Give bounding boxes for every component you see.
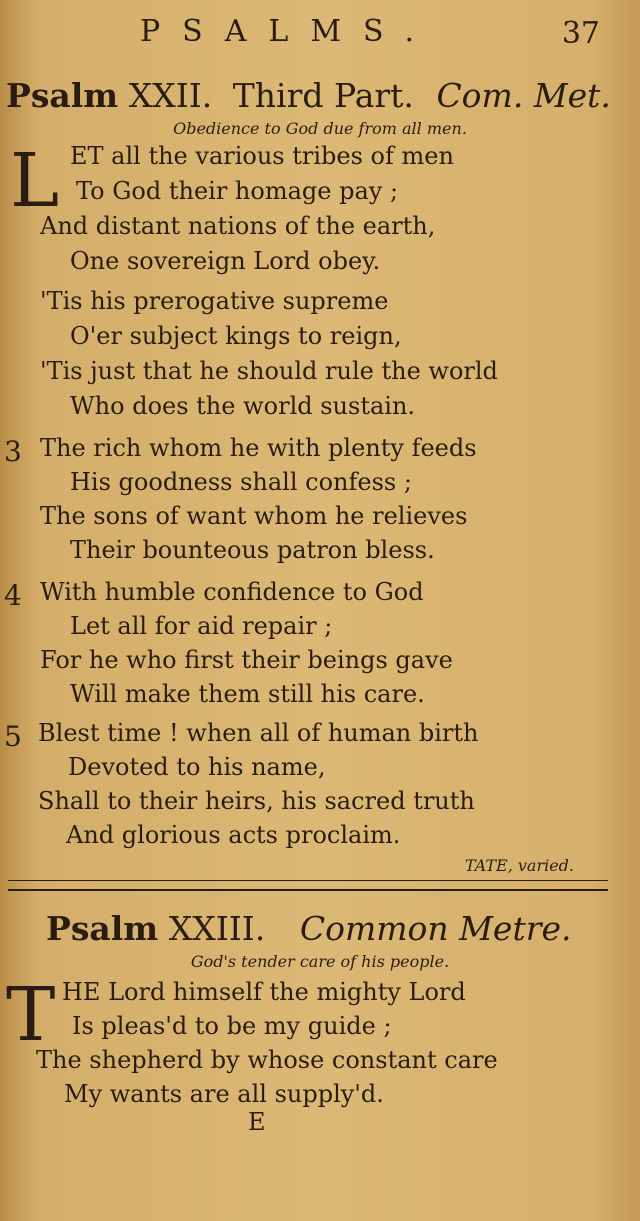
verse-line: 'Tis just that he should rule the world (40, 357, 498, 385)
verse-line: Blest time ! when all of human birth (38, 719, 479, 747)
verse-line: Who does the world sustain. (70, 392, 416, 420)
verse-line: 'Tis his prerogative supreme (40, 287, 389, 315)
verse-line: Will make them still his care. (70, 680, 425, 708)
running-title: PSALMS. (140, 14, 437, 49)
verse-line: HE Lord himself the mighty Lord (62, 978, 466, 1006)
psalm-part: Third Part. (232, 76, 414, 115)
verse-line: Let all for aid repair ; (70, 612, 333, 640)
psalm-number: XXII. (128, 76, 213, 115)
verse-line: The shepherd by whose constant care (36, 1046, 498, 1074)
attribution: TATE, varied. (464, 856, 574, 875)
verse-line: Devoted to his name, (68, 753, 326, 781)
stanza-number: 4 (4, 579, 22, 612)
psalm-number: XXIII. (168, 909, 266, 948)
psalm-23-heading (46, 909, 572, 949)
stanza-number: 5 (4, 720, 22, 753)
verse-line: And distant nations of the earth, (40, 212, 436, 240)
verse-line: And glorious acts proclaim. (66, 821, 401, 849)
page-header (0, 12, 640, 52)
psalm-metre: Com. Met. (436, 76, 611, 115)
verse-line: His goodness shall confess ; (70, 468, 412, 496)
verse-line: ET all the various tribes of men (70, 142, 454, 170)
verse-line: To God their homage pay ; (76, 177, 399, 205)
verse-line: My wants are all supply'd. (64, 1080, 384, 1108)
divider-thin (8, 880, 608, 881)
divider-thick (8, 889, 608, 891)
psalm-23-subtitle: God's tender care of his people. (190, 952, 450, 971)
psalm-metre: Common Metre. (299, 909, 572, 948)
signature-mark: E (248, 1108, 266, 1136)
verse-line: With humble confidence to God (40, 578, 424, 606)
verse-line: Shall to their heirs, his sacred truth (38, 787, 475, 815)
verse-line: Is pleas'd to be my guide ; (72, 1012, 392, 1040)
verse-line: Their bounteous patron bless. (70, 536, 435, 564)
drop-cap: T (6, 972, 56, 1058)
psalm-label: Psalm (6, 76, 119, 115)
page-number: 37 (561, 16, 600, 51)
verse-line: For he who first their beings gave (40, 646, 453, 674)
psalm-22-heading (6, 76, 611, 116)
verse-line: The sons of want whom he relieves (40, 502, 468, 530)
verse-line: The rich whom he with plenty feeds (40, 434, 477, 462)
psalm-label: Psalm (46, 909, 159, 948)
stanza-number: 3 (4, 435, 22, 468)
verse-line: One sovereign Lord obey. (70, 247, 381, 275)
psalm-22-subtitle: Obedience to God due from all men. (173, 119, 467, 138)
verse-line: O'er subject kings to reign, (70, 322, 402, 350)
drop-cap: L (10, 138, 60, 224)
